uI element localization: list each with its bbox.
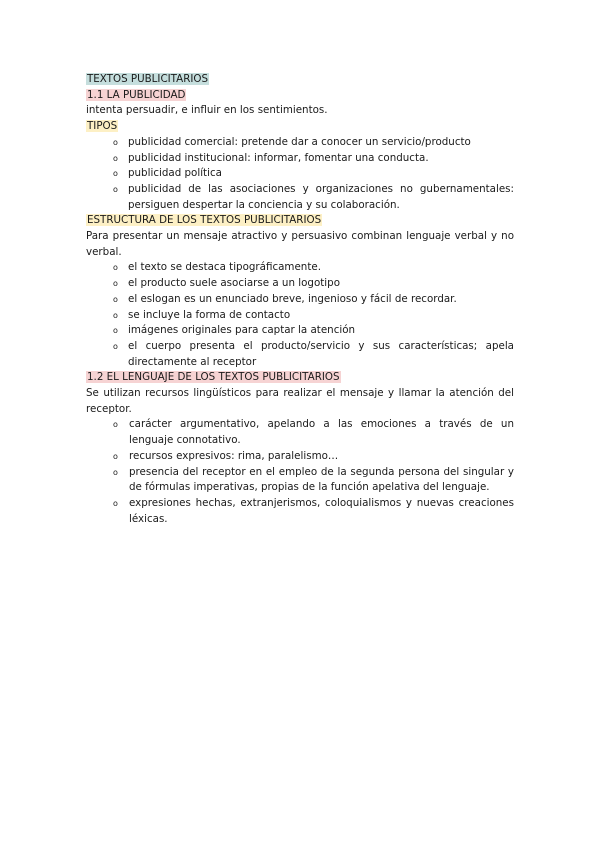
list-item — [113, 182, 514, 213]
list-item-text: el cuerpo presenta el producto/servicio y sus características; apela directamente al receptor — [128, 339, 514, 368]
bullet-icon: o — [113, 451, 118, 461]
document-title-line — [86, 72, 514, 88]
list-item-text: presencia del receptor en el empleo de la segunda persona del singular y de fórmulas imperativas, propias de la función apelativa del lenguaje. — [129, 465, 514, 494]
bullet-icon: o — [113, 326, 118, 336]
bullet-icon: o — [113, 498, 118, 508]
list-item-text: expresiones hechas, extranjerismos, coloquialismos y nuevas creaciones léxicas. — [129, 496, 514, 525]
section2-heading: 1.2 EL LENGUAJE DE LOS TEXTOS PUBLICITARIOS — [87, 371, 340, 384]
section2-intro: Se utilizan recursos lingüísticos para realizar el mensaje y llamar la atención del receptor. — [86, 387, 514, 415]
document-title: TEXTOS PUBLICITARIOS — [87, 73, 209, 85]
section1-heading-line — [86, 88, 514, 104]
estructura-heading-line — [86, 213, 514, 229]
list-item — [113, 276, 514, 292]
bullet-icon: o — [113, 153, 118, 163]
list-item-text: imágenes originales para captar la atención — [128, 324, 356, 337]
list-item — [113, 465, 514, 496]
tipos-list — [86, 135, 514, 214]
list-item-text: publicidad de las asociaciones y organizaciones no gubernamentales: persiguen despertar la conciencia y su colaboración. — [128, 182, 514, 211]
list-item — [113, 339, 514, 370]
list-item — [113, 308, 514, 324]
bullet-icon: o — [113, 263, 118, 273]
list-item-text: recursos expresivos: rima, paralelismo… — [129, 449, 339, 462]
list-item — [113, 323, 514, 339]
bullet-icon: o — [113, 420, 118, 430]
bullet-icon: o — [113, 294, 118, 304]
bullet-icon: o — [113, 341, 118, 351]
document-page — [86, 72, 514, 527]
bullet-icon: o — [113, 137, 118, 147]
list-item — [113, 449, 514, 465]
list-item — [113, 135, 514, 151]
section2-list — [86, 417, 514, 527]
bullet-icon: o — [113, 279, 118, 289]
section2-heading-line — [86, 370, 514, 386]
section1-heading: 1.1 LA PUBLICIDAD — [87, 88, 186, 101]
list-item-text: el producto suele asociarse a un logotipo — [128, 277, 340, 290]
list-item — [113, 496, 514, 527]
bullet-icon: o — [113, 184, 118, 194]
bullet-icon: o — [113, 169, 118, 179]
list-item-text: el texto se destaca tipográficamente. — [128, 261, 321, 274]
estructura-list — [86, 260, 514, 370]
section1-intro: intenta persuadir, e influir en los sentimientos. — [86, 104, 328, 117]
estructura-heading: ESTRUCTURA DE LOS TEXTOS PUBLICITARIOS — [87, 214, 322, 227]
bullet-icon: o — [113, 467, 118, 477]
list-item-text: carácter argumentativo, apelando a las emociones a través de un lenguaje connotativo. — [129, 418, 514, 447]
list-item — [113, 260, 514, 276]
list-item-text: publicidad institucional: informar, fomentar una conducta. — [128, 151, 429, 164]
list-item-text: se incluye la forma de contacto — [128, 308, 291, 321]
list-item — [113, 151, 514, 167]
list-item-text: publicidad comercial: pretende dar a conocer un servicio/producto — [128, 135, 471, 148]
list-item — [113, 417, 514, 448]
list-item — [113, 166, 514, 182]
list-item-text: el eslogan es un enunciado breve, ingenioso y fácil de recordar. — [128, 292, 457, 305]
tipos-heading: TIPOS — [87, 120, 118, 133]
estructura-intro: Para presentar un mensaje atractivo y persuasivo combinan lenguaje verbal y no verbal. — [86, 230, 514, 258]
list-item — [113, 292, 514, 308]
list-item-text: publicidad política — [128, 167, 222, 180]
bullet-icon: o — [113, 310, 118, 320]
tipos-heading-line — [86, 119, 514, 135]
